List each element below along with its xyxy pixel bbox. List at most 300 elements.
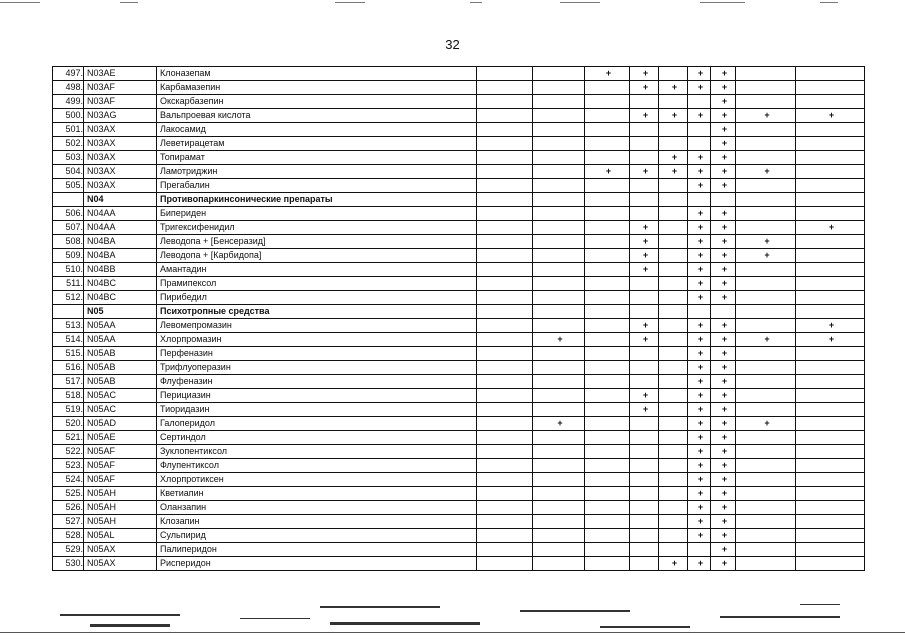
table-row [53, 543, 865, 557]
availability-cell-1 [477, 529, 533, 543]
availability-cell-9 [796, 361, 865, 375]
availability-cell-1 [477, 459, 533, 473]
availability-cell-3 [585, 375, 630, 389]
availability-cell-4 [630, 193, 659, 207]
availability-cell-9 [796, 459, 865, 473]
availability-cell-8: + [736, 333, 796, 347]
availability-cell-3 [585, 487, 630, 501]
availability-cell-1 [477, 375, 533, 389]
availability-cell-2 [533, 291, 585, 305]
drug-name: Карбамазепин [157, 81, 477, 95]
availability-cell-7: + [711, 95, 736, 109]
availability-cell-3 [585, 361, 630, 375]
availability-cell-5 [659, 347, 688, 361]
atc-code: N05AA [84, 319, 157, 333]
availability-cell-8 [736, 473, 796, 487]
availability-cell-8 [736, 361, 796, 375]
drug-name: Пирибедил [157, 291, 477, 305]
availability-cell-4: + [630, 333, 659, 347]
availability-cell-8 [736, 515, 796, 529]
availability-cell-4 [630, 95, 659, 109]
availability-cell-5 [659, 445, 688, 459]
availability-cell-5 [659, 515, 688, 529]
availability-cell-1 [477, 417, 533, 431]
table-row [53, 67, 865, 81]
availability-cell-5 [659, 305, 688, 319]
scan-top-artifacts [0, 0, 905, 8]
availability-cell-6: + [688, 375, 711, 389]
availability-cell-9: + [796, 221, 865, 235]
availability-cell-2 [533, 445, 585, 459]
availability-cell-1 [477, 305, 533, 319]
section-title: Противопаркинсонические препараты [157, 193, 477, 207]
row-number: 512. [53, 291, 84, 305]
availability-cell-1 [477, 179, 533, 193]
availability-cell-5 [659, 277, 688, 291]
atc-code: N05AH [84, 501, 157, 515]
availability-cell-9 [796, 81, 865, 95]
availability-cell-3 [585, 109, 630, 123]
availability-cell-8 [736, 431, 796, 445]
table-row [53, 95, 865, 109]
availability-cell-1 [477, 165, 533, 179]
availability-cell-2 [533, 151, 585, 165]
availability-cell-1 [477, 221, 533, 235]
availability-cell-4: + [630, 263, 659, 277]
atc-code: N05AH [84, 487, 157, 501]
availability-cell-6 [688, 95, 711, 109]
availability-cell-1 [477, 445, 533, 459]
availability-cell-3 [585, 235, 630, 249]
row-number: 521. [53, 431, 84, 445]
availability-cell-8 [736, 123, 796, 137]
availability-cell-8 [736, 207, 796, 221]
availability-cell-8 [736, 179, 796, 193]
availability-cell-2 [533, 277, 585, 291]
drug-name: Вальпроевая кислота [157, 109, 477, 123]
availability-cell-6: + [688, 81, 711, 95]
availability-cell-9 [796, 487, 865, 501]
atc-code: N05AB [84, 361, 157, 375]
availability-cell-6: + [688, 235, 711, 249]
drug-name: Прегабалин [157, 179, 477, 193]
availability-cell-5 [659, 501, 688, 515]
drug-name: Флупентиксол [157, 459, 477, 473]
availability-cell-7: + [711, 501, 736, 515]
availability-cell-2 [533, 515, 585, 529]
row-number: 530. [53, 557, 84, 571]
availability-cell-1 [477, 263, 533, 277]
availability-cell-6: + [688, 515, 711, 529]
availability-cell-6: + [688, 459, 711, 473]
availability-cell-4 [630, 557, 659, 571]
availability-cell-9 [796, 389, 865, 403]
availability-cell-2 [533, 543, 585, 557]
row-number: 513. [53, 319, 84, 333]
availability-cell-4: + [630, 319, 659, 333]
availability-cell-8 [736, 557, 796, 571]
availability-cell-4: + [630, 165, 659, 179]
availability-cell-2 [533, 67, 585, 81]
atc-code: N05AC [84, 389, 157, 403]
availability-cell-8 [736, 459, 796, 473]
availability-cell-4 [630, 487, 659, 501]
availability-cell-8 [736, 221, 796, 235]
availability-cell-3 [585, 277, 630, 291]
availability-cell-3 [585, 529, 630, 543]
availability-cell-3 [585, 263, 630, 277]
table-row [53, 165, 865, 179]
availability-cell-4: + [630, 235, 659, 249]
availability-cell-9 [796, 263, 865, 277]
availability-cell-5 [659, 207, 688, 221]
row-number: 524. [53, 473, 84, 487]
row-number: 501. [53, 123, 84, 137]
availability-cell-8: + [736, 165, 796, 179]
atc-code: N05AB [84, 375, 157, 389]
availability-cell-2 [533, 319, 585, 333]
drug-name: Леводопа + [Карбидопа] [157, 249, 477, 263]
availability-cell-1 [477, 207, 533, 221]
availability-cell-9 [796, 417, 865, 431]
drug-name: Леветирацетам [157, 137, 477, 151]
availability-cell-6: + [688, 501, 711, 515]
row-number: 505. [53, 179, 84, 193]
drug-name: Амантадин [157, 263, 477, 277]
availability-cell-3 [585, 137, 630, 151]
atc-code: N03AE [84, 67, 157, 81]
availability-cell-1 [477, 109, 533, 123]
availability-cell-2 [533, 389, 585, 403]
availability-cell-5 [659, 95, 688, 109]
availability-cell-9 [796, 347, 865, 361]
availability-cell-8 [736, 445, 796, 459]
availability-cell-4: + [630, 221, 659, 235]
availability-cell-2 [533, 431, 585, 445]
drug-name: Зуклопентиксол [157, 445, 477, 459]
availability-cell-5 [659, 431, 688, 445]
availability-cell-8 [736, 67, 796, 81]
availability-cell-5 [659, 291, 688, 305]
row-number: 510. [53, 263, 84, 277]
availability-cell-4 [630, 305, 659, 319]
row-number: 503. [53, 151, 84, 165]
drug-name: Бипериден [157, 207, 477, 221]
drug-name: Кветиапин [157, 487, 477, 501]
availability-cell-7: + [711, 543, 736, 557]
availability-cell-8: + [736, 417, 796, 431]
availability-cell-2 [533, 221, 585, 235]
table-row [53, 179, 865, 193]
availability-cell-1 [477, 501, 533, 515]
availability-cell-7: + [711, 557, 736, 571]
row-number: 525. [53, 487, 84, 501]
availability-cell-6: + [688, 403, 711, 417]
page-number: 32 [445, 37, 460, 52]
availability-cell-8 [736, 291, 796, 305]
availability-cell-2 [533, 375, 585, 389]
availability-cell-7: + [711, 67, 736, 81]
availability-cell-2 [533, 179, 585, 193]
availability-cell-3 [585, 557, 630, 571]
atc-code: N05AB [84, 347, 157, 361]
availability-cell-7: + [711, 389, 736, 403]
table-row [53, 221, 865, 235]
availability-cell-6 [688, 543, 711, 557]
availability-cell-1 [477, 95, 533, 109]
availability-cell-2 [533, 95, 585, 109]
availability-cell-7: + [711, 249, 736, 263]
availability-cell-1 [477, 473, 533, 487]
row-number: 526. [53, 501, 84, 515]
availability-cell-8 [736, 529, 796, 543]
availability-cell-3 [585, 445, 630, 459]
availability-cell-4: + [630, 249, 659, 263]
row-number: 518. [53, 389, 84, 403]
availability-cell-4 [630, 473, 659, 487]
availability-cell-7: + [711, 165, 736, 179]
availability-cell-4 [630, 361, 659, 375]
drug-name: Трифлуоперазин [157, 361, 477, 375]
availability-cell-1 [477, 403, 533, 417]
table-row [53, 109, 865, 123]
availability-cell-9 [796, 375, 865, 389]
availability-cell-4 [630, 123, 659, 137]
availability-cell-9 [796, 123, 865, 137]
atc-code: N04BA [84, 249, 157, 263]
atc-code: N03AF [84, 81, 157, 95]
atc-code: N04BC [84, 291, 157, 305]
availability-cell-5 [659, 221, 688, 235]
availability-cell-3 [585, 207, 630, 221]
availability-cell-4 [630, 501, 659, 515]
availability-cell-9 [796, 431, 865, 445]
availability-cell-7: + [711, 333, 736, 347]
availability-cell-6: + [688, 557, 711, 571]
availability-cell-4 [630, 459, 659, 473]
table-row [53, 319, 865, 333]
availability-cell-2 [533, 557, 585, 571]
availability-cell-7 [711, 193, 736, 207]
row-number: 516. [53, 361, 84, 375]
availability-cell-8 [736, 193, 796, 207]
availability-cell-7: + [711, 221, 736, 235]
atc-code: N04BC [84, 277, 157, 291]
table-row [53, 515, 865, 529]
availability-cell-1 [477, 81, 533, 95]
availability-cell-6: + [688, 529, 711, 543]
availability-cell-6: + [688, 487, 711, 501]
row-number: 511. [53, 277, 84, 291]
atc-code: N03AX [84, 179, 157, 193]
atc-code: N05AF [84, 473, 157, 487]
availability-cell-7: + [711, 459, 736, 473]
drug-name: Левомепромазин [157, 319, 477, 333]
drug-name: Перфеназин [157, 347, 477, 361]
availability-cell-5 [659, 403, 688, 417]
availability-cell-7: + [711, 361, 736, 375]
availability-cell-6: + [688, 263, 711, 277]
availability-cell-3 [585, 123, 630, 137]
table-row [53, 277, 865, 291]
availability-cell-3: + [585, 67, 630, 81]
availability-cell-6: + [688, 67, 711, 81]
table-row [53, 235, 865, 249]
availability-cell-3 [585, 543, 630, 557]
availability-cell-5 [659, 487, 688, 501]
availability-cell-1 [477, 333, 533, 347]
drug-name: Окскарбазепин [157, 95, 477, 109]
table-row [53, 501, 865, 515]
availability-cell-8 [736, 375, 796, 389]
atc-code: N04 [84, 193, 157, 207]
availability-cell-2 [533, 361, 585, 375]
availability-cell-1 [477, 235, 533, 249]
table-row [53, 333, 865, 347]
drug-name: Хлорпромазин [157, 333, 477, 347]
availability-cell-2 [533, 235, 585, 249]
availability-cell-7: + [711, 291, 736, 305]
section-header-row [53, 193, 865, 207]
availability-cell-3 [585, 501, 630, 515]
availability-cell-7: + [711, 375, 736, 389]
availability-cell-1 [477, 557, 533, 571]
availability-cell-5 [659, 235, 688, 249]
atc-code: N04AA [84, 221, 157, 235]
atc-code: N03AG [84, 109, 157, 123]
row-number: 508. [53, 235, 84, 249]
availability-cell-2 [533, 347, 585, 361]
availability-cell-6: + [688, 445, 711, 459]
table-row [53, 473, 865, 487]
table-row [53, 207, 865, 221]
availability-cell-9 [796, 501, 865, 515]
availability-cell-8 [736, 151, 796, 165]
availability-cell-4 [630, 291, 659, 305]
availability-cell-7: + [711, 445, 736, 459]
availability-cell-8 [736, 305, 796, 319]
availability-cell-6: + [688, 347, 711, 361]
atc-code: N05AE [84, 431, 157, 445]
availability-cell-3 [585, 389, 630, 403]
availability-cell-4: + [630, 389, 659, 403]
availability-cell-8 [736, 81, 796, 95]
availability-cell-2 [533, 193, 585, 207]
availability-cell-9 [796, 165, 865, 179]
availability-cell-1 [477, 193, 533, 207]
availability-cell-5 [659, 417, 688, 431]
availability-cell-4 [630, 515, 659, 529]
drug-table [52, 66, 865, 571]
availability-cell-6: + [688, 431, 711, 445]
availability-cell-7: + [711, 487, 736, 501]
availability-cell-5 [659, 361, 688, 375]
availability-cell-1 [477, 361, 533, 375]
atc-code: N05AC [84, 403, 157, 417]
drug-name: Хлорпротиксен [157, 473, 477, 487]
atc-code: N03AX [84, 123, 157, 137]
availability-cell-3 [585, 305, 630, 319]
availability-cell-4 [630, 207, 659, 221]
table-row [53, 81, 865, 95]
availability-cell-8 [736, 543, 796, 557]
availability-cell-4 [630, 543, 659, 557]
availability-cell-8: + [736, 109, 796, 123]
drug-name: Галоперидол [157, 417, 477, 431]
availability-cell-1 [477, 137, 533, 151]
availability-cell-3 [585, 81, 630, 95]
drug-name: Леводопа + [Бенсеразид] [157, 235, 477, 249]
table-row [53, 529, 865, 543]
availability-cell-9 [796, 179, 865, 193]
availability-cell-9: + [796, 333, 865, 347]
availability-cell-1 [477, 543, 533, 557]
table-row [53, 487, 865, 501]
availability-cell-6: + [688, 249, 711, 263]
availability-cell-8 [736, 501, 796, 515]
availability-cell-6: + [688, 333, 711, 347]
availability-cell-9 [796, 277, 865, 291]
availability-cell-9 [796, 193, 865, 207]
row-number: 499. [53, 95, 84, 109]
availability-cell-6 [688, 193, 711, 207]
availability-cell-3 [585, 151, 630, 165]
availability-cell-5 [659, 249, 688, 263]
table-row [53, 445, 865, 459]
drug-name: Рисперидон [157, 557, 477, 571]
table-row [53, 123, 865, 137]
availability-cell-3 [585, 403, 630, 417]
availability-cell-3 [585, 333, 630, 347]
drug-name: Ламотриджин [157, 165, 477, 179]
row-number: 522. [53, 445, 84, 459]
availability-cell-5: + [659, 151, 688, 165]
table-row [53, 557, 865, 571]
atc-code: N05AA [84, 333, 157, 347]
availability-cell-4 [630, 375, 659, 389]
availability-cell-5 [659, 529, 688, 543]
table-row [53, 263, 865, 277]
table-row [53, 137, 865, 151]
atc-code: N05 [84, 305, 157, 319]
availability-cell-9 [796, 403, 865, 417]
availability-cell-4 [630, 137, 659, 151]
availability-cell-5 [659, 179, 688, 193]
availability-cell-6: + [688, 221, 711, 235]
availability-cell-1 [477, 291, 533, 305]
availability-cell-8 [736, 347, 796, 361]
availability-cell-2 [533, 109, 585, 123]
availability-cell-7: + [711, 81, 736, 95]
row-number: 504. [53, 165, 84, 179]
availability-cell-6 [688, 137, 711, 151]
availability-cell-1 [477, 67, 533, 81]
availability-cell-7 [711, 305, 736, 319]
availability-cell-5 [659, 459, 688, 473]
table-row [53, 347, 865, 361]
availability-cell-5 [659, 319, 688, 333]
availability-cell-5 [659, 375, 688, 389]
availability-cell-6: + [688, 361, 711, 375]
availability-cell-8 [736, 319, 796, 333]
availability-cell-6: + [688, 319, 711, 333]
availability-cell-1 [477, 347, 533, 361]
row-number: 529. [53, 543, 84, 557]
atc-code: N05AX [84, 543, 157, 557]
availability-cell-6: + [688, 151, 711, 165]
availability-cell-4 [630, 179, 659, 193]
availability-cell-9 [796, 557, 865, 571]
